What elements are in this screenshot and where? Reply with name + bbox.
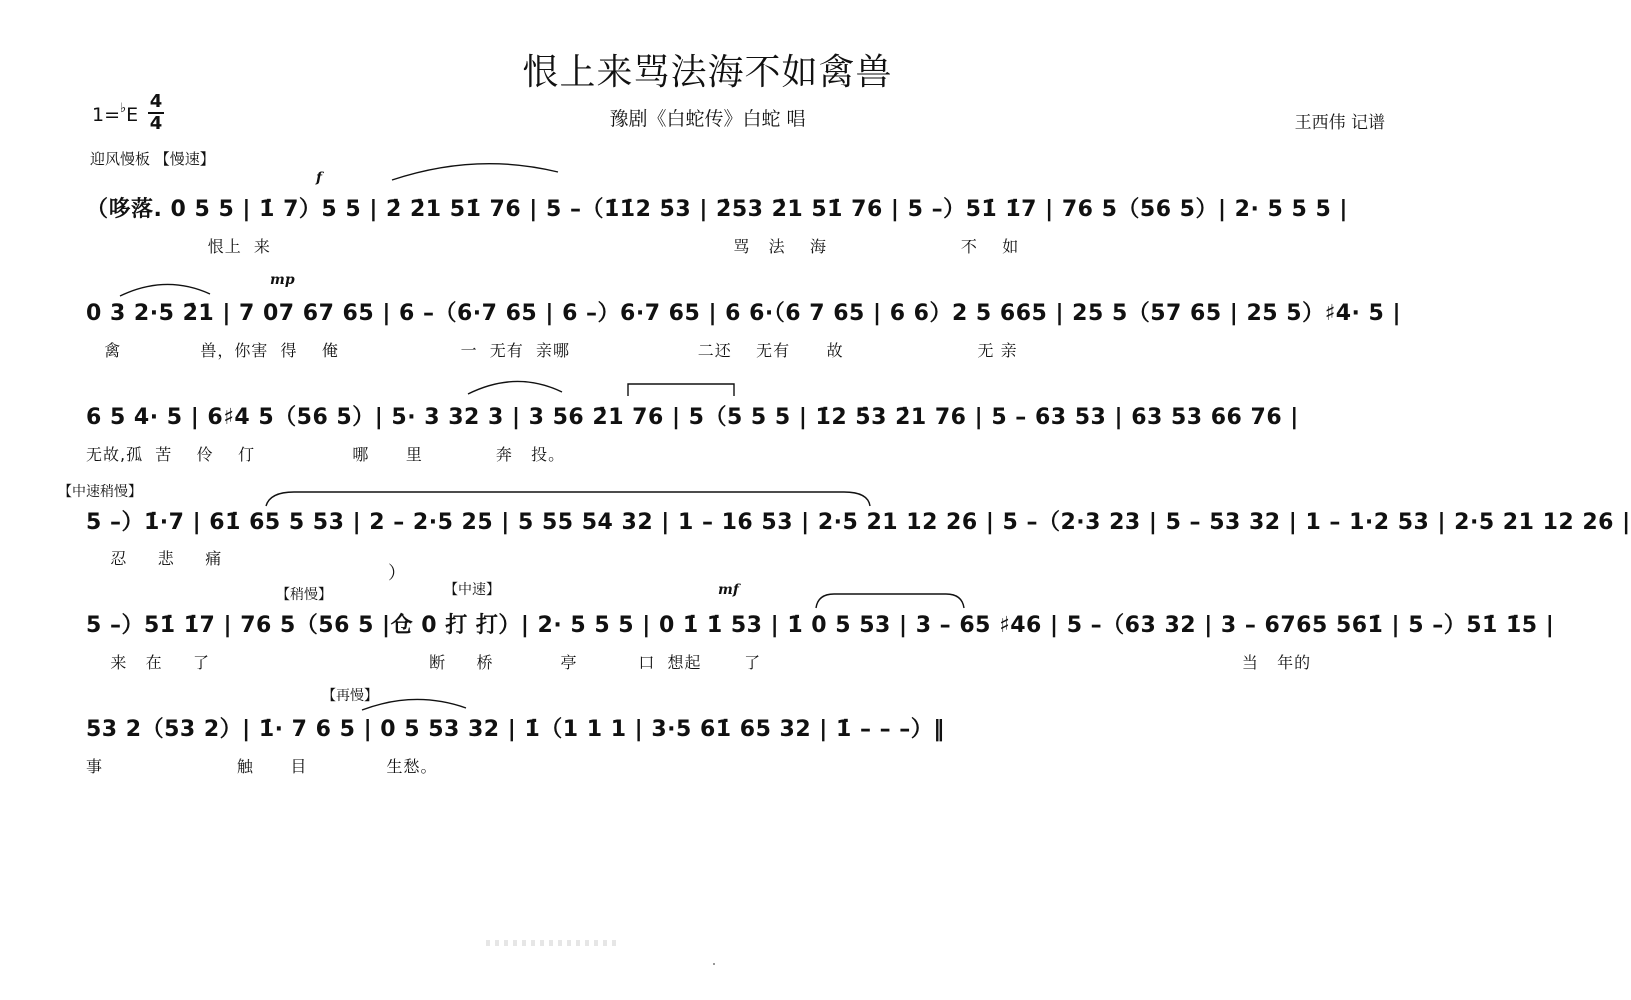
- time-signature: [148, 92, 164, 134]
- dynamic-f: f: [316, 170, 323, 186]
- slur-mark: [626, 380, 738, 398]
- notation-line-3: 6 5 4· 5 | 6♯4 5（56 5）| 5· 3 32 3 | 3 56 2̇1 76 | 5（5 5 5 | 1̇2 5̇3 2̇1 76 | 5 – 63 53 | 63 53 66 76 |: [86, 405, 1299, 430]
- flat-sign: ♭: [120, 101, 127, 116]
- dynamic-mf: mf: [718, 582, 739, 598]
- slur-mark: [360, 694, 470, 712]
- page-title: 恨上来骂法海不如禽兽: [522, 52, 893, 93]
- key-signature: [92, 101, 139, 138]
- notation-line-4: 5 –）1̇·7 | 61̇ 65 5 53 | 2 – 2·5 25 | 5 55 54 32 | 1 – 16 53 | 2·5 21 12 26 | 5 –（2·3 23 | 5 – 53 32 | 1 – 1·2 53 | 2·5 21 12 26 |: [86, 510, 1631, 535]
- tempo-mark: 【中速】: [444, 582, 500, 598]
- tempo-mark: 【稍慢】: [276, 587, 332, 603]
- key-prefix: 1=: [92, 104, 121, 126]
- lyric-line-5: 来 在 了 断 桥 亭 口 想起 了 当 年的: [86, 653, 1312, 672]
- tempo-label: 迎风慢板 【慢速】: [90, 150, 215, 168]
- key-note: E: [126, 104, 139, 126]
- dynamic-mp: mp: [270, 272, 295, 288]
- closing-parenthesis: ）: [388, 563, 406, 584]
- lyric-line-2: 禽 兽，你害 得 俺 一 无有 亲哪 二还 无有 故 无 亲: [86, 341, 1018, 360]
- scan-artifact: [713, 963, 715, 965]
- slur-mark: [118, 278, 214, 298]
- page-subtitle: 豫剧《白蛇传》白蛇 唱: [609, 108, 806, 130]
- slur-mark: [466, 374, 566, 396]
- notation-line-6: 53 2（53 2）| 1̇· 7 6 5 | 0 5 53 32 | 1̇（1 1 1 | 3·5 61̇ 65 32 | 1̇ – – –）‖: [86, 717, 945, 742]
- lyric-line-4: 忍 悲 痛: [86, 549, 223, 568]
- time-bottom: 4: [149, 113, 163, 134]
- notation-line-5: 5 –）51̇ 1̇7 | 76 5（56 5 |仓 0 打 打）| 2· 5 5 5 | 0 1̇ 1̇ 53 | 1̇ 0 5 53 | 3 – 65 ♯46 | 5 –（63 32 | 3 – 6765 561̇ | 5 –）51̇ 1̇5 |: [86, 613, 1555, 638]
- slur-mark: [390, 158, 562, 182]
- tempo-mark: 【中速稍慢】: [58, 484, 142, 500]
- time-top: 4: [149, 91, 163, 112]
- notation-line-1: （哆落. 0 5 5 | 1̇ 7）5 5 | 2̇ 2̇1 51̇ 76 | 5 –（1̇1̇2 5̇3 | 2̇53 2̇1 51̇ 76 | 5 –）51̇ 1̇7 | 76 5（56 5）| 2· 5 5 5 |: [86, 197, 1348, 222]
- tempo-mark: 【再慢】: [322, 688, 378, 704]
- transcriber-credit: 王西伟 记谱: [1294, 113, 1385, 133]
- slur-mark: [814, 590, 966, 610]
- lyric-line-6: 事 触 目 生愁。: [86, 757, 438, 776]
- lyric-line-3: 无故,孤 苦 伶 仃 哪 里 奔 投。: [86, 445, 566, 464]
- lyric-line-1: 恨上 来 骂 法 海 不 如: [86, 237, 1020, 256]
- notation-line-2: 0 3 2·5 2̇1 | 7 07 67 65 | 6 –（6·7 65 | 6 –）6·7 65 | 6 6·（6 7 65 | 6 6）2 5 665 | 25 5（57 65 | 25 5）♯4· 5 |: [86, 301, 1402, 326]
- scan-artifact: [486, 940, 616, 946]
